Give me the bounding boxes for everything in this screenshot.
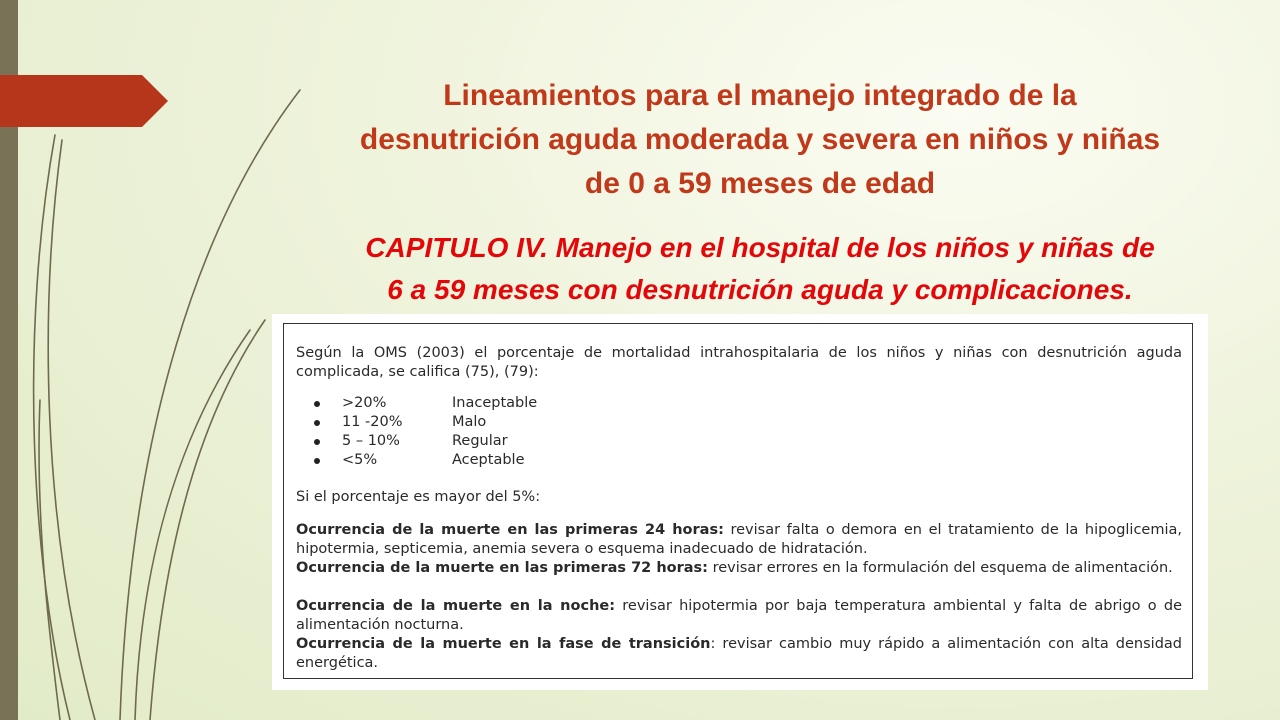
excerpt-box — [283, 323, 1193, 679]
condition-text: Si el porcentaje es mayor del 5%: — [296, 489, 541, 505]
list-item — [314, 394, 537, 413]
range-label: Aceptable — [452, 452, 525, 468]
finding-item — [296, 559, 1182, 578]
finding-text: revisar falta o demora en el tratamiento de la hipoglicemia, hipotermia, septicemia, anemia severa o esquema inadecuado de hidratación. — [296, 522, 1183, 557]
chapter-subtitle — [270, 227, 1250, 311]
bullet-icon — [314, 439, 320, 445]
intro-paragraph: Según la OMS (2003) el porcentaje de mortalidad intrahospitalaria de los niños y niñas con desnutrición aguda complicada, se califica (75), (79): — [296, 345, 1182, 380]
range-value: 11 -20% — [342, 414, 403, 430]
subtitle-line: CAPITULO IV. Manejo en el hospital de los niños y niñas de — [365, 232, 1155, 263]
bullet-icon — [314, 458, 320, 464]
title-line: de 0 a 59 meses de edad — [584, 167, 936, 200]
title-line: desnutrición aguda moderada y severa en niños y niñas — [359, 123, 1161, 156]
finding-heading: Ocurrencia de la muerte en las primeras 72 horas: — [296, 560, 708, 576]
list-item — [314, 451, 537, 470]
finding-heading: Ocurrencia de la muerte en la fase de transición — [296, 636, 711, 652]
finding-item — [296, 635, 1182, 673]
finding-text: revisar errores en la formulación del esquema de alimentación. — [707, 560, 1173, 576]
finding-heading: Ocurrencia de la muerte en las primeras 24 horas: — [296, 522, 724, 538]
list-item — [314, 432, 537, 451]
excerpt-image — [272, 314, 1208, 690]
finding-text: : revisar cambio muy rápido a alimentación con alta densidad energética. — [296, 636, 1182, 671]
range-value: 5 – 10% — [342, 433, 400, 449]
accent-arrow-tab — [0, 75, 168, 127]
slide-title — [270, 74, 1250, 206]
range-label: Regular — [452, 433, 508, 449]
range-label: Inaceptable — [452, 395, 538, 411]
finding-heading: Ocurrencia de la muerte en la noche: — [296, 598, 616, 614]
finding-text: revisar hipotermia por baja temperatura ambiental y falta de abrigo o de alimentación nocturna. — [296, 598, 1182, 633]
bullet-icon — [314, 401, 320, 407]
range-value: >20% — [342, 395, 387, 411]
bullet-icon — [314, 420, 320, 426]
subtitle-line: 6 a 59 meses con desnutrición aguda y complicaciones. — [387, 274, 1133, 305]
rating-list — [314, 394, 537, 470]
range-value: <5% — [342, 452, 378, 468]
finding-item — [296, 597, 1182, 635]
list-item — [314, 413, 537, 432]
range-label: Malo — [452, 414, 487, 430]
title-line: Lineamientos para el manejo integrado de la — [443, 79, 1077, 112]
finding-item — [296, 521, 1182, 559]
